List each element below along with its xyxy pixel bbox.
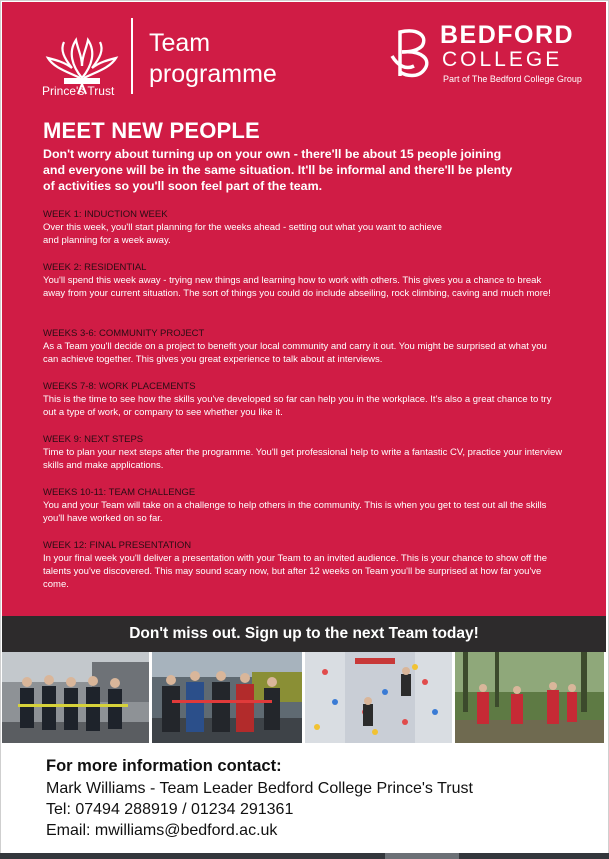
week-block xyxy=(43,433,563,472)
princes-trust-name: Prince's Trust xyxy=(42,84,115,98)
week-text: You and your Team will take on a challenge to help others in the community. This is when you get to test out all the skills you'll have worked on so far. xyxy=(43,500,547,524)
week-text: Over this week, you'll start planning for the weeks ahead - setting out what you want to achieve and planning for a week away. xyxy=(43,222,442,246)
college-name-college: COLLEGE xyxy=(442,48,563,71)
week-block xyxy=(43,208,453,247)
college-name-bedford: BEDFORD xyxy=(440,21,575,49)
signup-banner: Don't miss out. Sign up to the next Team today! xyxy=(2,616,606,652)
college-group-line: Part of The Bedford College Group xyxy=(443,74,582,84)
programme-title-line1: Team xyxy=(149,29,211,57)
page-headline: MEET NEW PEOPLE xyxy=(43,118,260,143)
ribbon-cutting-photo xyxy=(152,652,302,743)
bedford-college-b-icon xyxy=(388,26,434,80)
header-divider xyxy=(131,18,133,94)
week-text: In your final week you'll deliver a presentation with your Team to an invited audience. This is your chance to show off the talents you've discovered. This may sound scary now, but after 12 weeks on Team you'll be surprised at how far you've come. xyxy=(43,553,548,590)
programme-title xyxy=(149,28,319,90)
intro-paragraph: Don't worry about turning up on your own - there'll be about 15 people joining and everyone will be in the same situation. It'll be informal and there'll be plenty of activities so you'll soon feel part of the team. xyxy=(43,147,513,193)
week-title: WEEKS 7-8: WORK PLACEMENTS xyxy=(43,381,196,392)
week-block xyxy=(43,380,563,419)
week-block xyxy=(43,539,563,591)
week-text: Time to plan your next steps after the programme. You'll get professional help to write a fantastic CV, practice your interview skills and make applications. xyxy=(43,447,563,471)
week-title: WEEK 2: RESIDENTIAL xyxy=(43,262,147,273)
week-title: WEEK 1: INDUCTION WEEK xyxy=(43,209,168,220)
week-block xyxy=(43,261,563,300)
week-block xyxy=(43,486,563,525)
week-title: WEEKS 3-6: COMMUNITY PROJECT xyxy=(43,328,205,339)
contact-email: Email: mwilliams@bedford.ac.uk xyxy=(46,822,278,839)
week-title: WEEK 12: FINAL PRESENTATION xyxy=(43,540,192,551)
contact-block xyxy=(46,755,586,841)
contact-phone: Tel: 07494 288919 / 01234 291361 xyxy=(46,801,294,818)
week-text: This is the time to see how the skills you've developed so far can help you in the workplace. It's also a great chance to try out a type of work, or company to see whether you like it. xyxy=(43,394,552,418)
fire-service-team-photo xyxy=(2,652,149,743)
climbing-wall-photo xyxy=(305,652,452,743)
red-panel xyxy=(2,2,606,616)
week-block xyxy=(43,327,563,366)
contact-heading: For more information contact: xyxy=(46,757,282,775)
week-title: WEEKS 10-11: TEAM CHALLENGE xyxy=(43,487,196,498)
viewer-scrollbar[interactable] xyxy=(0,853,609,859)
scrollbar-thumb[interactable] xyxy=(385,853,459,859)
week-text: As a Team you'll decide on a project to benefit your local community and carry it out. You might be surprised at what you can achieve together. This gives you great experience to talk about at interviews. xyxy=(43,341,547,365)
week-text: You'll spend this week away - trying new things and learning how to work with others. This gives you a chance to break away from your current situation. The sort of things you could do include abseiling, rock climbing, caving and much more! xyxy=(43,275,551,299)
programme-title-line2: programme xyxy=(149,60,277,88)
woodland-activity-photo xyxy=(455,652,604,743)
week-title: WEEK 9: NEXT STEPS xyxy=(43,434,144,445)
contact-name: Mark Williams - Team Leader Bedford College Prince's Trust xyxy=(46,780,473,797)
